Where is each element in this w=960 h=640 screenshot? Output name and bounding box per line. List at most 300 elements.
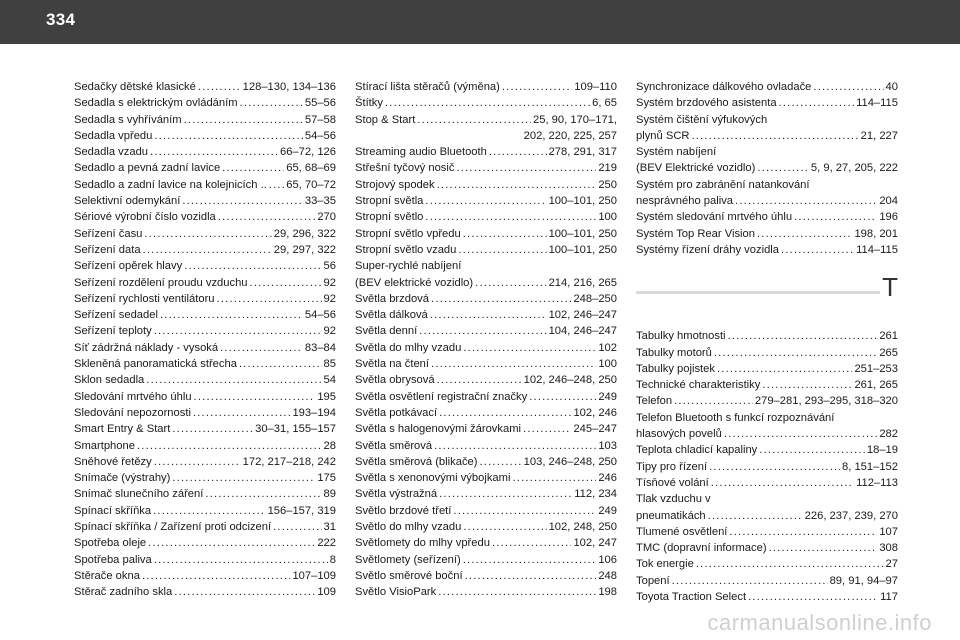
dot-leader [781, 242, 854, 258]
dot-leader [434, 438, 596, 454]
index-entry-title: Systém sledování mrtvého úhlu [636, 211, 793, 224]
index-entry-title: Světlo VisioPark [355, 586, 437, 599]
section-rule [636, 291, 880, 294]
index-entry [636, 144, 898, 177]
dot-leader [174, 584, 315, 600]
index-entry [636, 442, 898, 458]
index-entry-title: Smartphone [74, 439, 135, 452]
index-entry [355, 307, 617, 323]
dot-leader [198, 79, 241, 95]
index-entry-title: Stropní světla [355, 195, 424, 208]
index-entry-pages: 222 [317, 537, 336, 550]
index-entry-title: Systém brzdového asistenta [636, 97, 777, 110]
index-entry-pages: 128–130, 134–136 [242, 81, 336, 93]
index-entry-title: Štítky [355, 97, 383, 110]
index-entry [636, 209, 898, 225]
index-entry [636, 410, 898, 443]
index-entry [636, 328, 898, 344]
index-entry-pages: 112, 234 [574, 488, 617, 501]
index-entry-pages: 107–109 [292, 569, 336, 582]
index-entry [74, 470, 336, 486]
index-entry [355, 144, 617, 160]
index-entry-pages: 193–194 [292, 406, 336, 419]
index-entry-pages: 198, 201 [854, 227, 898, 240]
index-entry [355, 112, 617, 145]
index-entry-title: Světla směrová [355, 439, 433, 452]
index-entry [636, 345, 898, 361]
dot-leader [769, 540, 878, 556]
index-entry-title: Telefon [636, 395, 673, 408]
index-entry-title: Světla osvětlení registrační značky [355, 390, 528, 403]
dot-leader [489, 144, 547, 160]
dot-leader [463, 519, 546, 535]
index-entry-pages: 102, 246 [573, 406, 617, 419]
dot-leader [269, 177, 284, 193]
dot-leader [143, 242, 272, 258]
index-entry [74, 258, 336, 274]
index-entry-title: Tlumené osvětlení [636, 525, 728, 538]
index-entry-title: Světlo směrové boční [355, 569, 463, 582]
dot-leader [153, 503, 265, 519]
index-entry-title: Sledování nepozornosti [74, 406, 191, 419]
index-entry-pages: 25, 90, 170–171, [533, 113, 617, 126]
dot-leader [475, 275, 546, 291]
index-entry [74, 421, 336, 437]
index-entry-pages-continued: 202, 220, 225, 257 [523, 129, 617, 142]
dot-leader [456, 160, 596, 176]
index-entry-pages: 198 [598, 586, 617, 599]
dot-leader [479, 454, 521, 470]
index-entry [355, 584, 617, 600]
index-entry-title-line: Telefon Bluetooth s funkcí rozpoznávání [636, 411, 835, 424]
index-entry-pages: 104, 246–247 [548, 325, 617, 338]
index-entry-title: Tabulky pojistek [636, 362, 715, 375]
index-entry-title: Snímač slunečního záření [74, 488, 204, 501]
index-entry-pages: 28 [323, 439, 336, 452]
index-entry-title: Světla s halogenovými žárovkami [355, 423, 522, 436]
index-entry-title: Sedadlo a zadní lavice na kolejnicích .. [74, 178, 267, 191]
dot-leader [154, 323, 322, 339]
index-entry [355, 242, 617, 258]
index-entry-pages: 54–56 [304, 309, 336, 322]
index-entry [636, 475, 898, 491]
index-entry [636, 459, 898, 475]
index-entry-pages: 282 [879, 428, 898, 441]
index-entry [74, 438, 336, 454]
dot-leader [154, 552, 328, 568]
index-entry [74, 193, 336, 209]
index-entry-pages: 107 [879, 525, 898, 538]
index-entry [74, 535, 336, 551]
index-entry-pages: 27 [885, 558, 898, 571]
index-entry-title: Strojový spodek [355, 178, 435, 191]
index-entry-pages: 102 [598, 341, 617, 354]
dot-leader [239, 356, 322, 372]
index-entry-title: Spotřeba oleje [74, 537, 147, 550]
index-entry-pages: 31 [323, 521, 336, 534]
index-entry-title: Seřízení teploty [74, 325, 152, 338]
index-entry [355, 193, 617, 209]
index-entry-pages: 66–72, 126 [280, 146, 336, 159]
index-entry-pages: 103, 246–248, 250 [523, 455, 617, 468]
index-entry-pages: 65, 70–72 [286, 178, 336, 191]
dot-leader [729, 524, 877, 540]
dot-leader [182, 193, 303, 209]
page-header-bar [0, 0, 960, 44]
index-entry-pages: 246 [598, 472, 617, 485]
index-entry-pages: 270 [317, 211, 336, 224]
index-entry-title: Sériové výrobní číslo vozidla [74, 211, 216, 224]
index-entry [636, 556, 898, 572]
dot-leader [430, 307, 547, 323]
section-letter: T [882, 272, 898, 303]
index-entry-pages: 249 [598, 390, 617, 403]
index-entry-pages: 92 [323, 325, 336, 338]
index-entry-title: Teplota chladicí kapaliny [636, 444, 758, 457]
dot-leader [757, 160, 809, 176]
index-entry-title: Střešní tyčový nosič [355, 162, 455, 175]
index-entry-pages: 6, 65 [592, 97, 617, 110]
index-entry [636, 573, 898, 589]
index-entry-pages: 8, 151–152 [842, 460, 898, 473]
index-entry [74, 79, 336, 95]
index-entry-title: Toyota Traction Select [636, 591, 747, 604]
index-entry-title: pneumatikách [636, 509, 706, 522]
dot-leader [431, 291, 571, 307]
index-entry [74, 389, 336, 405]
index-entry-title: Tabulky hmotnosti [636, 330, 726, 343]
index-entry-pages: 55–56 [304, 97, 336, 110]
index-entry-title-line: Systém pro zabránění natankování [636, 178, 810, 191]
index-entry [636, 491, 898, 524]
index-entry-pages: 56 [323, 260, 336, 273]
index-entry [355, 438, 617, 454]
index-entry-title: Systém Top Rear Vision [636, 227, 755, 240]
dot-leader [154, 454, 241, 470]
index-entry-title: Selektivní odemykání [74, 195, 181, 208]
index-entry-title: Sklon sedadla [74, 374, 145, 387]
index-entry-title: Světla výstražná [355, 488, 438, 501]
index-entry [74, 177, 336, 193]
dot-leader [385, 95, 590, 111]
index-entry-title: Světla směrová (blikače) [355, 455, 478, 468]
dot-leader [453, 503, 596, 519]
index-entry-title: Světla dálková [355, 309, 428, 322]
index-entry-title: Sledování mrtvého úhlu [74, 390, 192, 403]
index-entry [74, 323, 336, 339]
index-entry-title: nesprávného paliva [636, 195, 734, 208]
index-entry [636, 112, 898, 145]
dot-leader [144, 226, 271, 242]
index-entry [636, 393, 898, 409]
index-entry [74, 519, 336, 535]
index-entry-title: Seřízení opěrek hlavy [74, 260, 183, 273]
index-entry [355, 519, 617, 535]
index-entry [355, 323, 617, 339]
index-entry [355, 552, 617, 568]
index-entry-title: Světla brzdová [355, 292, 430, 305]
index-entry-title: Světla denní [355, 325, 418, 338]
index-entry-title: Světla na čtení [355, 358, 430, 371]
index-entry-title: Seřízení sedadel [74, 309, 158, 322]
dot-leader [512, 470, 596, 486]
dot-leader [437, 372, 522, 388]
index-entry-title: Síť zádržná náklady - vysoká [74, 341, 219, 354]
index-entry [355, 340, 617, 356]
dot-leader [184, 112, 303, 128]
index-entry-pages: 214, 216, 265 [548, 276, 617, 289]
dot-leader [137, 438, 322, 454]
index-entry-pages: 175 [317, 472, 336, 485]
index-entry-pages: 109 [317, 586, 336, 599]
index-column-3 [636, 79, 898, 605]
index-entry-pages: 226, 237, 239, 270 [804, 509, 898, 522]
index-entry-pages: 18–19 [866, 444, 898, 457]
index-entry-pages: 250 [598, 178, 617, 191]
index-entry [636, 540, 898, 556]
dot-leader [194, 389, 316, 405]
index-entry [355, 258, 617, 291]
index-entry-title: Stěrače okna [74, 569, 140, 582]
index-entry-title: Sedadla s elektrickým ovládáním [74, 97, 238, 110]
index-entry-title: Světlomety do mlhy vpředu [355, 537, 490, 550]
index-entry [74, 307, 336, 323]
dot-leader [529, 389, 596, 405]
index-entry [74, 552, 336, 568]
dot-leader [711, 475, 854, 491]
index-entry [74, 209, 336, 225]
dot-leader [813, 79, 883, 95]
index-entry [636, 242, 898, 258]
dot-leader [439, 405, 571, 421]
index-entry-title: Tabulky motorů [636, 346, 712, 359]
index-entry [74, 95, 336, 111]
index-entry-pages: 219 [598, 162, 617, 175]
index-entry [355, 226, 617, 242]
dot-leader [708, 508, 803, 524]
index-entry-title: Spínací skříňka [74, 504, 152, 517]
dot-leader [148, 535, 315, 551]
index-entry-pages: 89, 91, 94–97 [829, 574, 898, 587]
index-column-1 [74, 79, 336, 601]
index-entry-title: Světlo brzdové třetí [355, 504, 452, 517]
dot-leader [709, 459, 840, 475]
index-entry [355, 79, 617, 95]
index-entry [74, 503, 336, 519]
index-entry-pages: 106 [598, 553, 617, 566]
index-entry-title: Světlomety (seřízení) [355, 553, 461, 566]
index-entry-title: Sněhové řetězy [74, 455, 152, 468]
index-entry-title: TMC (dopravní informace) [636, 542, 767, 555]
index-entry-pages: 278, 291, 317 [548, 146, 617, 159]
dot-leader [492, 535, 572, 551]
dot-leader [728, 328, 878, 344]
index-entry-title: Seřízení data [74, 243, 141, 256]
index-entry [636, 226, 898, 242]
dot-leader [748, 589, 878, 605]
index-entry-pages: 100–101, 250 [548, 227, 617, 240]
index-entry [74, 584, 336, 600]
dot-leader [417, 112, 531, 128]
index-entry-title: Technické charakteristiky [636, 379, 761, 392]
index-entry [74, 226, 336, 242]
index-entry-pages: 103 [598, 439, 617, 452]
dot-leader [523, 421, 571, 437]
index-entry [355, 372, 617, 388]
index-entry-title: Sedadla vzadu [74, 146, 149, 159]
index-entry-pages: 196 [879, 211, 898, 224]
index-entry-title: Skleněná panoramatická střecha [74, 358, 237, 371]
dot-leader [794, 209, 877, 225]
index-entry-pages: 204 [879, 195, 898, 208]
index-entry-title: Synchronizace dálkového ovladače [636, 81, 812, 93]
dot-leader [735, 193, 877, 209]
index-entry-title: Systémy řízení dráhy vozidla [636, 243, 780, 256]
index-entry-title: Tísňové volání [636, 476, 709, 489]
dot-leader [779, 95, 855, 111]
index-entry-title: (BEV Elektrické vozidlo) [636, 162, 756, 175]
index-entry-title: Seřízení času [74, 227, 143, 240]
dot-leader [674, 393, 753, 409]
watermark: carmanualsonline.info [707, 610, 932, 635]
index-entry [355, 209, 617, 225]
index-entry [636, 177, 898, 210]
index-entry [74, 291, 336, 307]
index-entry-title-line: Systém čištění výfukových [636, 113, 768, 126]
index-entry-title: Spotřeba paliva [74, 553, 152, 566]
index-entry-title: Světla obrysová [355, 374, 435, 387]
index-entry [74, 112, 336, 128]
index-entry-pages: 54–56 [304, 129, 336, 142]
index-entry-title: Seřízení rychlosti ventilátoru [74, 292, 215, 305]
index-entry-title: Tok energie [636, 558, 694, 571]
index-entry [355, 421, 617, 437]
dot-leader [439, 486, 572, 502]
index-entry-pages: 112–113 [856, 476, 898, 489]
index-entry [636, 524, 898, 540]
index-entry-pages: 195 [317, 390, 336, 403]
dot-leader [463, 226, 547, 242]
dot-leader [714, 345, 877, 361]
index-entry [355, 291, 617, 307]
dot-leader [205, 486, 321, 502]
index-entry-pages: 172, 217–218, 242 [242, 455, 336, 468]
index-entry-title: hlasových povelů [636, 428, 722, 441]
dot-leader [172, 421, 253, 437]
index-entry-pages: 92 [323, 292, 336, 305]
index-entry-title: Světlo do mlhy vzadu [355, 521, 462, 534]
index-entry [74, 486, 336, 502]
index-entry-title: Stop & Start [355, 113, 416, 126]
index-entry-pages: 29, 297, 322 [273, 243, 336, 256]
index-entry-title: Sedačky dětské klasické [74, 81, 196, 93]
index-entry [355, 160, 617, 176]
index-entry [74, 160, 336, 176]
page-number: 334 [46, 10, 76, 29]
dot-leader [160, 307, 303, 323]
index-entry [636, 361, 898, 377]
dot-leader [438, 584, 596, 600]
index-entry-pages: 102, 246–247 [548, 309, 617, 322]
index-entry-title: (BEV elektrické vozidlo) [355, 276, 474, 289]
dot-leader [696, 556, 884, 572]
index-entry-pages: 100 [598, 358, 617, 371]
index-entry-title: Stropní světlo [355, 211, 424, 224]
index-entry-title-line: Tlak vzduchu v [636, 493, 711, 506]
index-entry [636, 95, 898, 111]
index-entry-pages: 102, 246–248, 250 [523, 374, 617, 387]
index-entry-pages: 248–250 [573, 292, 617, 305]
index-entry-pages: 248 [598, 569, 617, 582]
dot-leader [425, 193, 546, 209]
index-entry-pages: 261, 265 [854, 379, 898, 392]
dot-leader [172, 470, 315, 486]
index-section-divider [636, 272, 898, 324]
dot-leader [193, 405, 291, 421]
dot-leader [240, 95, 303, 111]
index-entry-pages: 117 [880, 591, 898, 604]
index-entry-pages: 65, 68–69 [286, 162, 336, 175]
index-entry-title: plynů SCR [636, 129, 690, 142]
index-entry-title: Stropní světlo vzadu [355, 243, 457, 256]
index-entry [355, 470, 617, 486]
index-entry-pages: 100–101, 250 [548, 243, 617, 256]
index-entry [355, 405, 617, 421]
index-entry-pages: 30–31, 155–157 [255, 423, 336, 436]
index-entry-pages: 21, 227 [860, 129, 898, 142]
index-entry [355, 389, 617, 405]
index-entry-pages: 308 [879, 542, 898, 555]
index-entry [74, 568, 336, 584]
index-entry-title: Streaming audio Bluetooth [355, 146, 487, 159]
index-entry [636, 377, 898, 393]
dot-leader [672, 573, 828, 589]
index-entry-pages: 156–157, 319 [267, 504, 336, 517]
index-entry-title: Stěrač zadního skla [74, 586, 173, 599]
index-entry [74, 242, 336, 258]
index-entry [355, 177, 617, 193]
index-entry-pages: 109–110 [574, 81, 617, 93]
index-entry-pages: 251–253 [854, 362, 898, 375]
index-entry-pages: 279–281, 293–295, 318–320 [754, 395, 898, 408]
index-entry-pages: 102, 248, 250 [548, 521, 617, 534]
index-entry-title: Sedadla s vyhříváním [74, 113, 182, 126]
index-entry [74, 144, 336, 160]
index-entry [74, 405, 336, 421]
index-entry [636, 79, 898, 95]
index-entry [74, 128, 336, 144]
dot-leader [502, 79, 572, 95]
index-entry-title: Seřízení rozdělení proudu vzduchu [74, 276, 248, 289]
index-entry [355, 486, 617, 502]
index-entry-pages: 102, 247 [573, 537, 617, 550]
index-entry [74, 340, 336, 356]
index-entry-pages: 245–247 [573, 423, 617, 436]
index-entry-pages: 33–35 [304, 195, 336, 208]
dot-leader [463, 340, 596, 356]
index-entry-pages: 54 [323, 374, 336, 387]
index-entry-pages: 85 [323, 358, 336, 371]
index-entry-pages: 100 [598, 211, 617, 224]
index-entry-title: Světla potkávací [355, 406, 438, 419]
index-entry-pages: 89 [323, 488, 336, 501]
dot-leader [217, 291, 322, 307]
dot-leader [184, 258, 321, 274]
index-entry-title: Světla s xenonovými výbojkami [355, 472, 511, 485]
index-entry-pages: 5, 9, 27, 205, 222 [810, 162, 898, 175]
index-entry-pages: 8 [329, 553, 336, 566]
index-entry-pages: 100–101, 250 [548, 195, 617, 208]
